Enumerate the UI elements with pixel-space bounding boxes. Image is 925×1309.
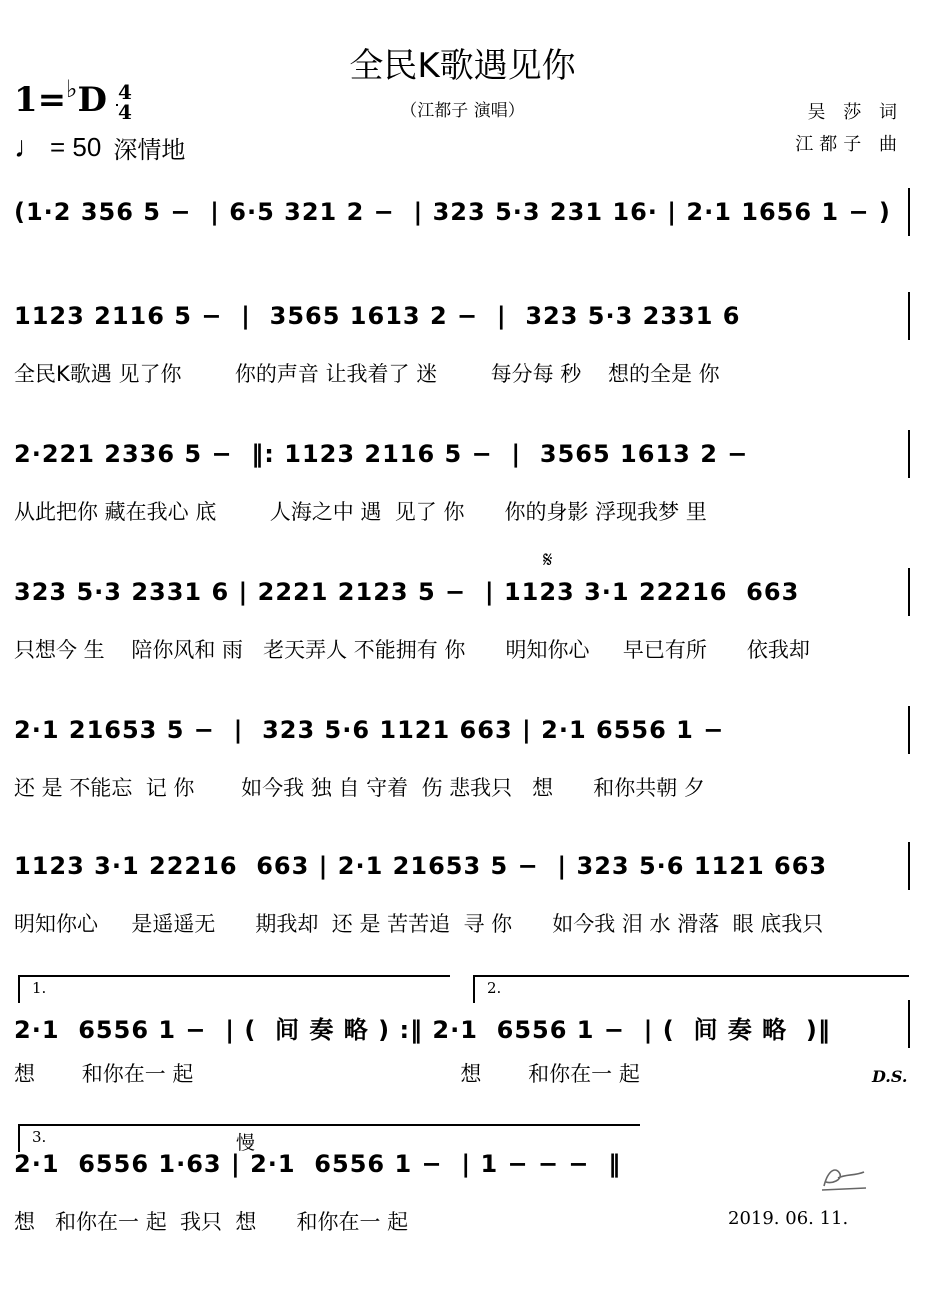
time-bottom: 4 [118, 100, 132, 124]
notation-line-1: (1·2 356 5 − | 6·5 321 2 − | 323 5·3 231 16· | 2·1 1656 1 − ) [14, 198, 891, 226]
lyric-line-5: 还 是 不能忘 记 你 如今我 独 自 守着 伤 悲我只 想 和你共朝 夕 [14, 776, 705, 800]
page-title: 全民K歌遇见你 [349, 46, 576, 86]
quarter-note-icon: ♩ [14, 130, 44, 164]
bar-line [908, 292, 910, 340]
tempo-value: = 50 [50, 132, 102, 162]
lyric-line-7: 想 和你在一 起 想 和你在一 起 [14, 1062, 640, 1086]
notation-line-2: 1123 2116 5 − | 3565 1613 2 − | 323 5·3 2331 6 [14, 302, 741, 330]
key-note: D [77, 80, 107, 120]
bar-line [908, 430, 910, 478]
flat-icon: ♭ [66, 75, 78, 103]
bar-line [908, 842, 910, 890]
date-stamp: 2019. 06. 11. [728, 1208, 849, 1229]
notation-line-5: 2·1 21653 5 − | 323 5·6 1121 663 | 2·1 6556 1 − [14, 716, 725, 744]
ds-marking: D.S. [872, 1067, 908, 1086]
time-top: 4 [118, 80, 132, 104]
composer-credit: 江都子 曲 [795, 134, 903, 155]
signature-mark [818, 1160, 870, 1199]
expression-mark: 深情地 [113, 136, 186, 164]
key-label: 1= [14, 80, 67, 120]
lyric-line-8: 想 和你在一 起 我只 想 和你在一 起 [14, 1210, 409, 1234]
notation-line-6: 1123 3·1 22216 663 | 2·1 21653 5 − | 323 5·6 1121 663 [14, 852, 828, 880]
lyricist-credit: 吴 莎 词 [807, 102, 903, 123]
slow-marking: 慢 [236, 1132, 256, 1154]
notation-line-3: 2·221 2336 5 − ‖: 1123 2116 5 − | 3565 1613 2 − [14, 440, 749, 468]
notation-line-7: 2·1 6556 1 − | ( 间 奏 略 ) :‖ 2·1 6556 1 − | ( 间 奏 略 )‖ [14, 1016, 831, 1044]
lyric-line-6: 明知你心 是遥遥无 期我却 还 是 苦苦追 寻 你 如今我 泪 水 滑落 眼 底我只 [14, 912, 824, 936]
volta-bracket: 1. [18, 975, 450, 1003]
lyric-line-4: 只想今 生 陪你风和 雨 老天弄人 不能拥有 你 明知你心 早已有所 依我却 [14, 638, 810, 662]
segno-sign: 𝄋 [543, 548, 553, 573]
bar-line [908, 188, 910, 236]
bar-line [908, 706, 910, 754]
lyric-line-3: 从此把你 藏在我心 底 人海之中 遇 见了 你 你的身影 浮现我梦 里 [14, 500, 707, 524]
page-subtitle: （江都子 演唱） [400, 101, 525, 121]
volta-bracket: 2. [473, 975, 909, 1003]
bar-line [908, 1000, 910, 1048]
volta-bracket: 3. [18, 1124, 640, 1152]
notation-line-8: 2·1 6556 1·63 | 2·1 6556 1 − | 1 − − − ‖ [14, 1150, 622, 1178]
notation-line-4: 323 5·3 2331 6 | 2221 2123 5 − | 1123 3·1 22216 663 [14, 578, 800, 606]
lyric-line-2: 全民K歌遇 见了你 你的声音 让我着了 迷 每分每 秒 想的全是 你 [14, 362, 720, 386]
bar-line [908, 568, 910, 616]
